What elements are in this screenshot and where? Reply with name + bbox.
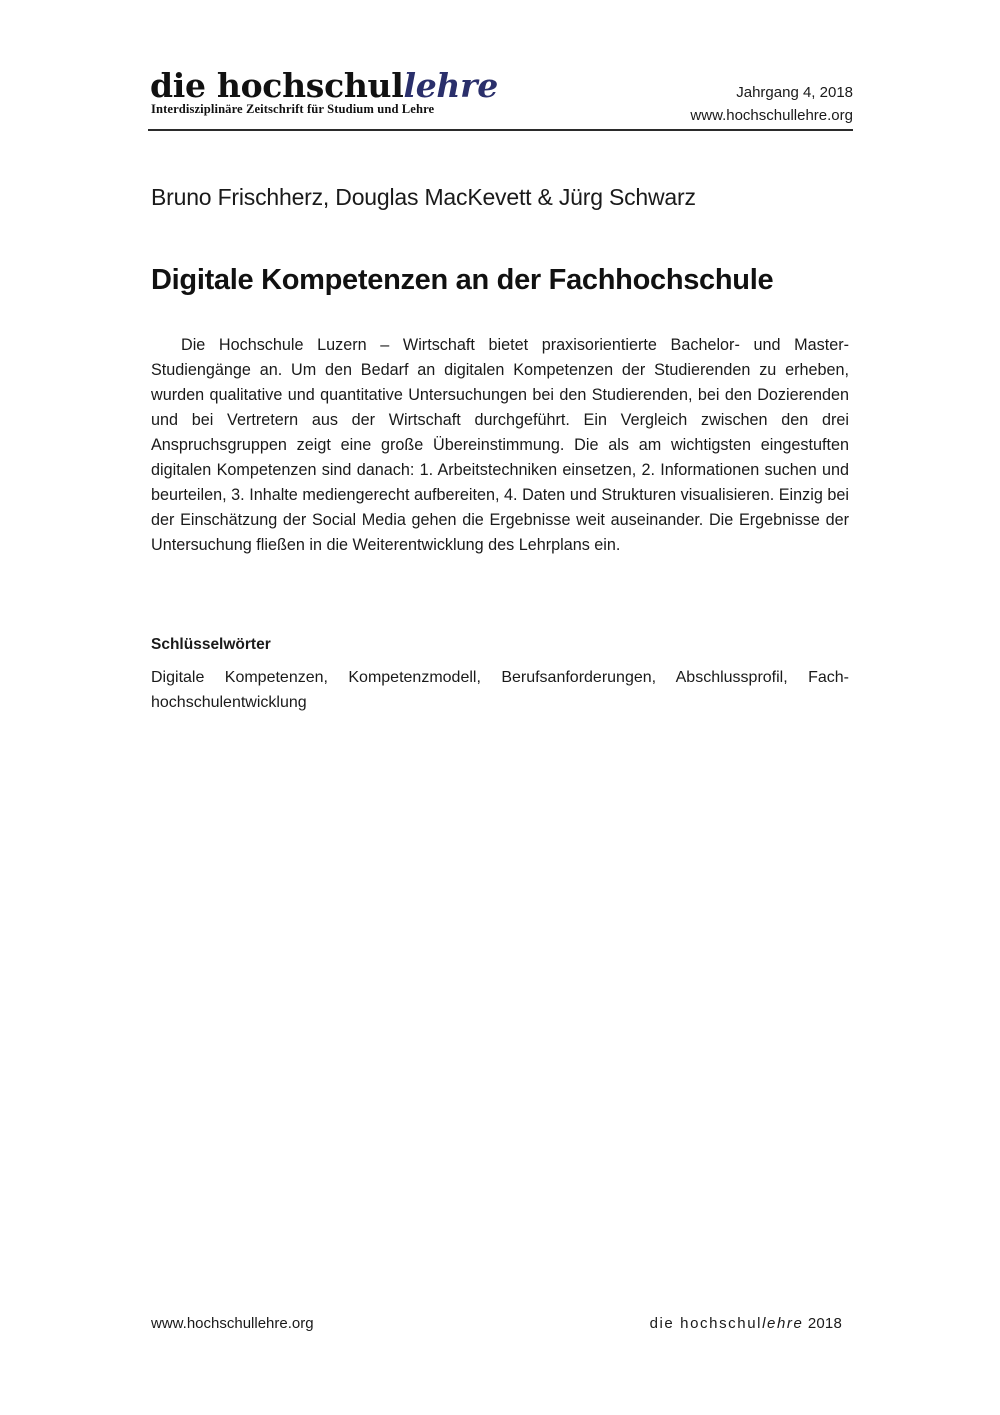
journal-logo xyxy=(150,68,498,104)
journal-volume: Jahrgang 4, 2018 xyxy=(736,84,853,101)
article-abstract: Die Hochschule Luzern – Wirtschaft bietet praxisorientierte Bachelor- und Master-Studiengänge an. Um den Bedarf an digitalen Kompetenzen der Studierenden zu erheben, wurden qualitative und quantitative Untersuchungen bei den Studierenden, bei den Dozierenden und bei Vertretern aus der Wirtschaft durchgeführt. Ein Vergleich zwischen den drei Anspruchsgruppen zeigt eine große Übereinstimmung. Die als am wichtigsten eingestuften digitalen Kompetenzen sind danach: 1. Arbeitstechniken einsetzen, 2. Informationen suchen und beurteilen, 3. Inhalte mediengerecht aufbereiten, 4. Daten und Strukturen visualisieren. Einzig bei der Einschätzung der Social Media gehen die Ergebnisse weit auseinander. Die Ergebnisse der Untersuchung fließen in die Weiterentwicklung des Lehrplans ein. xyxy=(151,336,849,554)
footer-journal-prefix: die hochschul xyxy=(649,1315,763,1332)
journal-website-link[interactable]: www.hochschullehre.org xyxy=(690,107,853,124)
keywords-heading: Schlüsselwörter xyxy=(151,636,271,653)
footer-year: 2018 xyxy=(803,1315,842,1332)
article-title: Digitale Kompetenzen an der Fachhochschule xyxy=(151,264,774,296)
journal-logo-prefix: die hochschul xyxy=(150,66,404,105)
footer-journal-name xyxy=(650,1314,842,1334)
journal-logo-accent: lehre xyxy=(403,66,498,105)
journal-meta xyxy=(690,81,853,127)
keywords-list: Digitale Kompetenzen, Kompetenzmodell, Berufsanforderungen, Abschlussprofil, Fachhochschulentwicklung xyxy=(151,669,849,711)
header-divider xyxy=(148,129,853,131)
footer-journal-accent: lehre xyxy=(762,1315,804,1332)
article-authors: Bruno Frischherz, Douglas MacKevett & Jürg Schwarz xyxy=(151,184,696,210)
footer-website-link[interactable]: www.hochschullehre.org xyxy=(151,1315,314,1332)
journal-subtitle: Interdisziplinäre Zeitschrift für Studium und Lehre xyxy=(151,102,435,116)
